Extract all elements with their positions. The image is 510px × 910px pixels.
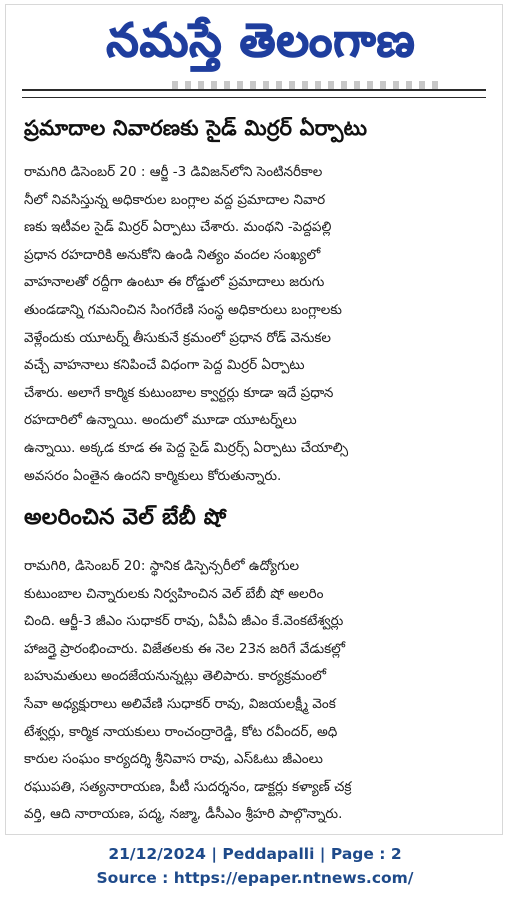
article2-line: వర్తి, ఆది నారాయణ, పద్మ, నజ్మా, డీసీఎం శ్రీహరి పాల్గొన్నారు. bbox=[24, 806, 343, 823]
clipped-text-fragment bbox=[172, 81, 442, 89]
article1-line: నీలో నివసిస్తున్న అధికారుల బంగ్లాల వద్ద ప్రమాదాల నివార bbox=[24, 191, 326, 208]
article1-line: ణకు ఇటీవల సైడ్ మిర్రర్ ఏర్పాటు చేశారు. మంథని -పెద్దపల్లి bbox=[24, 219, 332, 236]
article2-line: రఘుపతి, సత్యనారాయణ, పీటీ సుదర్శనం, డాక్టర్లు కళ్యాణ్ చక్ర bbox=[24, 778, 352, 795]
article1-line: చేశారు. అలాగే కార్మిక కుటుంబాల క్వార్టర్లు కూడా ఇదే ప్రధాన bbox=[24, 384, 334, 401]
article1-headline: ప్రమాదాల నివారణకు సైడ్ మిర్రర్ ఏర్పాటు bbox=[24, 116, 368, 140]
article1-body bbox=[24, 159, 492, 490]
article2-body bbox=[24, 553, 492, 829]
article2-line: చింది. ఆర్జీ-3 జీఎం సుధాకర్ రావు, ఏపీఏ జీఎం కే.వెంకటేశ్వర్లు bbox=[24, 613, 344, 630]
article1-line: రహదారిలో ఉన్నాయి. అందులో మూడా యూటర్న్‌లు bbox=[24, 412, 297, 429]
masthead-title: నమస్తే తెలంగాణ bbox=[106, 13, 416, 67]
article2-line: టేశ్వర్లు, కార్మిక నాయకులు రాంచంద్రారెడ్డి, కోట రవీందర్, అధి bbox=[24, 723, 338, 740]
footer-source-link: Source : https://epaper.ntnews.com/ bbox=[96, 869, 414, 887]
article1-line: అవసరం ఏంతైన ఉందని కార్మికులు కోరుతున్నారు. bbox=[24, 467, 282, 484]
article1-line: రామగిరి డిసెంబర్ 20 : ఆర్జీ -3 డివిజన్‌లోని సెంటినరీకాల bbox=[24, 164, 323, 180]
article1-line: తుండడాన్ని గమనించిన సింగరేణి సంస్థ అధికారులు బంగ్లాలకు bbox=[24, 301, 342, 318]
article1-line: ఉన్నాయి. అక్కడ కూడ ఈ పెద్ద సైడ్ మిర్రర్స్ ఏర్పాటు చేయాల్సి bbox=[24, 439, 349, 456]
article2-line: కుటుంబాల చిన్నారులకు నిర్వహించిన వెల్ బేబీ షో అలరిం bbox=[24, 585, 324, 602]
article1-line: వాహనాలతో రద్దీగా ఉంటూ ఈ రోడ్డులో ప్రమాదాలు జరుగు bbox=[24, 274, 325, 291]
masthead bbox=[36, 13, 486, 79]
article2-line: బహుమతులు అందజేయనున్నట్లు తెలిపారు. కార్యక్రమంలో bbox=[24, 668, 327, 685]
article2-line: కారుల సంఘం కార్యదర్శి శ్రీనివాస రావు, ఎస్ఓటు జీఎంలు bbox=[24, 751, 323, 768]
footer bbox=[0, 842, 510, 890]
footer-date-edition: 21/12/2024 | Peddapalli | Page : 2 bbox=[108, 845, 402, 863]
article1-line: వెళ్లేందుకు యూటర్న్ తీసుకునే క్రమంలో ప్రధాన రోడ్ వెనుకల bbox=[24, 329, 332, 346]
article2-line: హాజర్తై ప్రారంభించారు. విజేతలకు ఈ నెల 23న జరిగే వేడుకల్లో bbox=[24, 640, 346, 657]
article2-line: రామగిరి, డిసెంబర్ 20: స్థానిక డిస్పెన్సరీలో ఉద్యోగుల bbox=[24, 558, 300, 574]
article1-line: వచ్చే వాహనాలు కనిపించే విధంగా పెద్ద మిర్రర్ ఏర్పాటు bbox=[24, 357, 305, 374]
article2-headline: అలరించిన వెల్ బేబీ షో bbox=[24, 505, 227, 530]
article2-line: సేవా అధ్యక్షురాలు అలివేణి సుధాకర్ రావు, విజయలక్ష్మీ వెంక bbox=[24, 695, 336, 712]
article1-line: ప్రధాన రహదారికి అనుకోని ఉండి నిత్యం వందల సంఖ్యలో bbox=[24, 246, 321, 263]
masthead-rule bbox=[22, 89, 486, 98]
